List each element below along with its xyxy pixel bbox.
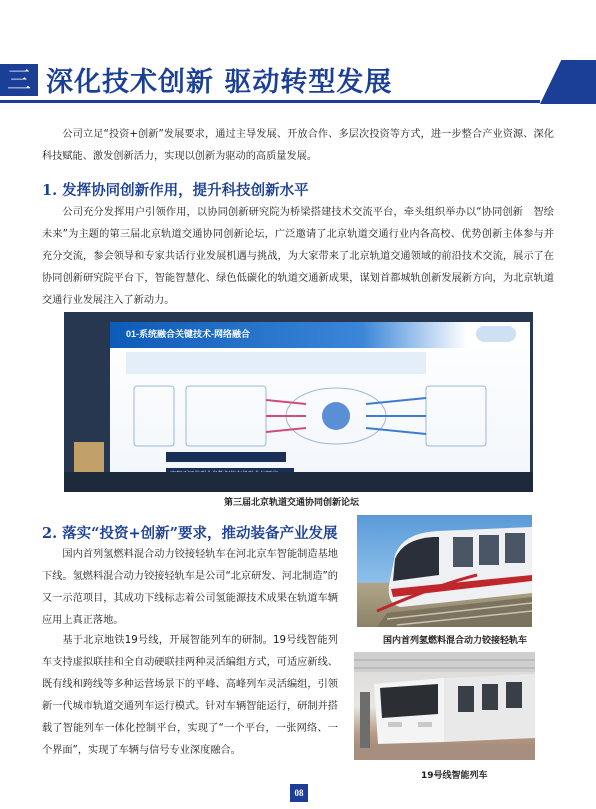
section-2-paragraph-1: 国内首列氢燃料混合动力铰接轻轨车在河北京车智能制造基地下线。氢燃料混合动力铰接轻轨车是公司“北京研发、河北制造”的又一示范项目，其成功下线标志着公司氢能源技术成果在轨道车辆应用上真正落地。 xyxy=(42,549,338,626)
section-1-title: 1. 发挥协同创新作用，提升科技创新水平 xyxy=(42,182,309,199)
hydrogen-light-rail-caption: 国内首列氢燃料混合动力铰接轻轨车 xyxy=(383,636,528,646)
stage-floor xyxy=(64,472,533,492)
line-19-train-caption: 19号线智能列车 xyxy=(421,771,488,781)
slide-title: 01-系统融合关键技术-网络融合 xyxy=(126,329,251,339)
presentation-screen xyxy=(110,322,530,484)
forum-photo-caption: 第三届北京轨道交通协同创新论坛 xyxy=(224,498,360,508)
cars-logo xyxy=(476,326,516,342)
section-2-paragraph-2: 基于北京地铁19号线，开展智能列车的研制。19号线智能列车支持虚拟联挂和全自动硬联挂两种灵活编组方式，可适应新线、既有线和跨线等多种运营场景下的平峰、高峰列车灵活编组，引领新一代城市轨道交通列车运行模式。针对车辆智能运行，研制并搭载了智能列车一体化控制平台，实现了“一个平台，一张网络、一个界面”，实现了车辆与信号专业深度融合。 xyxy=(42,635,338,756)
hydrogen-light-rail-photo xyxy=(357,515,532,627)
light-rail-train-illustration xyxy=(357,515,532,627)
section-1-paragraph: 公司充分发挥用户引领作用，以协同创新研究院为桥梁搭建技术交流平台，牵头组织举办以“协同创新 智绘未来”为主题的第三届北京轨道交通协同创新论坛，广泛邀请了北京轨道交通行业内各高校、优势创新主体参与并充分交流，参会领导和专家共话行业发展机遇与挑战，为大家带来了北京轨道交通领域的前沿技术交流，展示了在协同创新研究院平台下，智能智慧化、绿色低碳化的轨道交通新成果，谋划首都城轨创新发展新方向，为北京轨道交通行业发展注入了新动力。 xyxy=(42,207,554,306)
page-number: 08 xyxy=(290,784,308,802)
header-corner-tab xyxy=(540,60,596,104)
chapter-number: 三 xyxy=(0,64,38,96)
chapter-title: 深化技术创新 驱动转型发展 xyxy=(46,67,393,98)
line-19-train-photo xyxy=(354,652,535,760)
intro-paragraph: 公司立足“投资+创新”发展要求，通过主导发展、开放合作、多层次投资等方式，进一步整合产业资源、深化科技赋能、激发创新活力，实现以创新为驱动的高质量发展。 xyxy=(42,129,554,162)
section-2-title: 2. 落实“投资+创新”要求，推动装备产业发展 xyxy=(42,525,338,542)
forum-photo xyxy=(64,312,533,492)
slide-diagram xyxy=(126,352,506,462)
slide-header xyxy=(110,322,530,348)
header-rule xyxy=(0,100,540,103)
metro-train-illustration xyxy=(354,652,535,760)
